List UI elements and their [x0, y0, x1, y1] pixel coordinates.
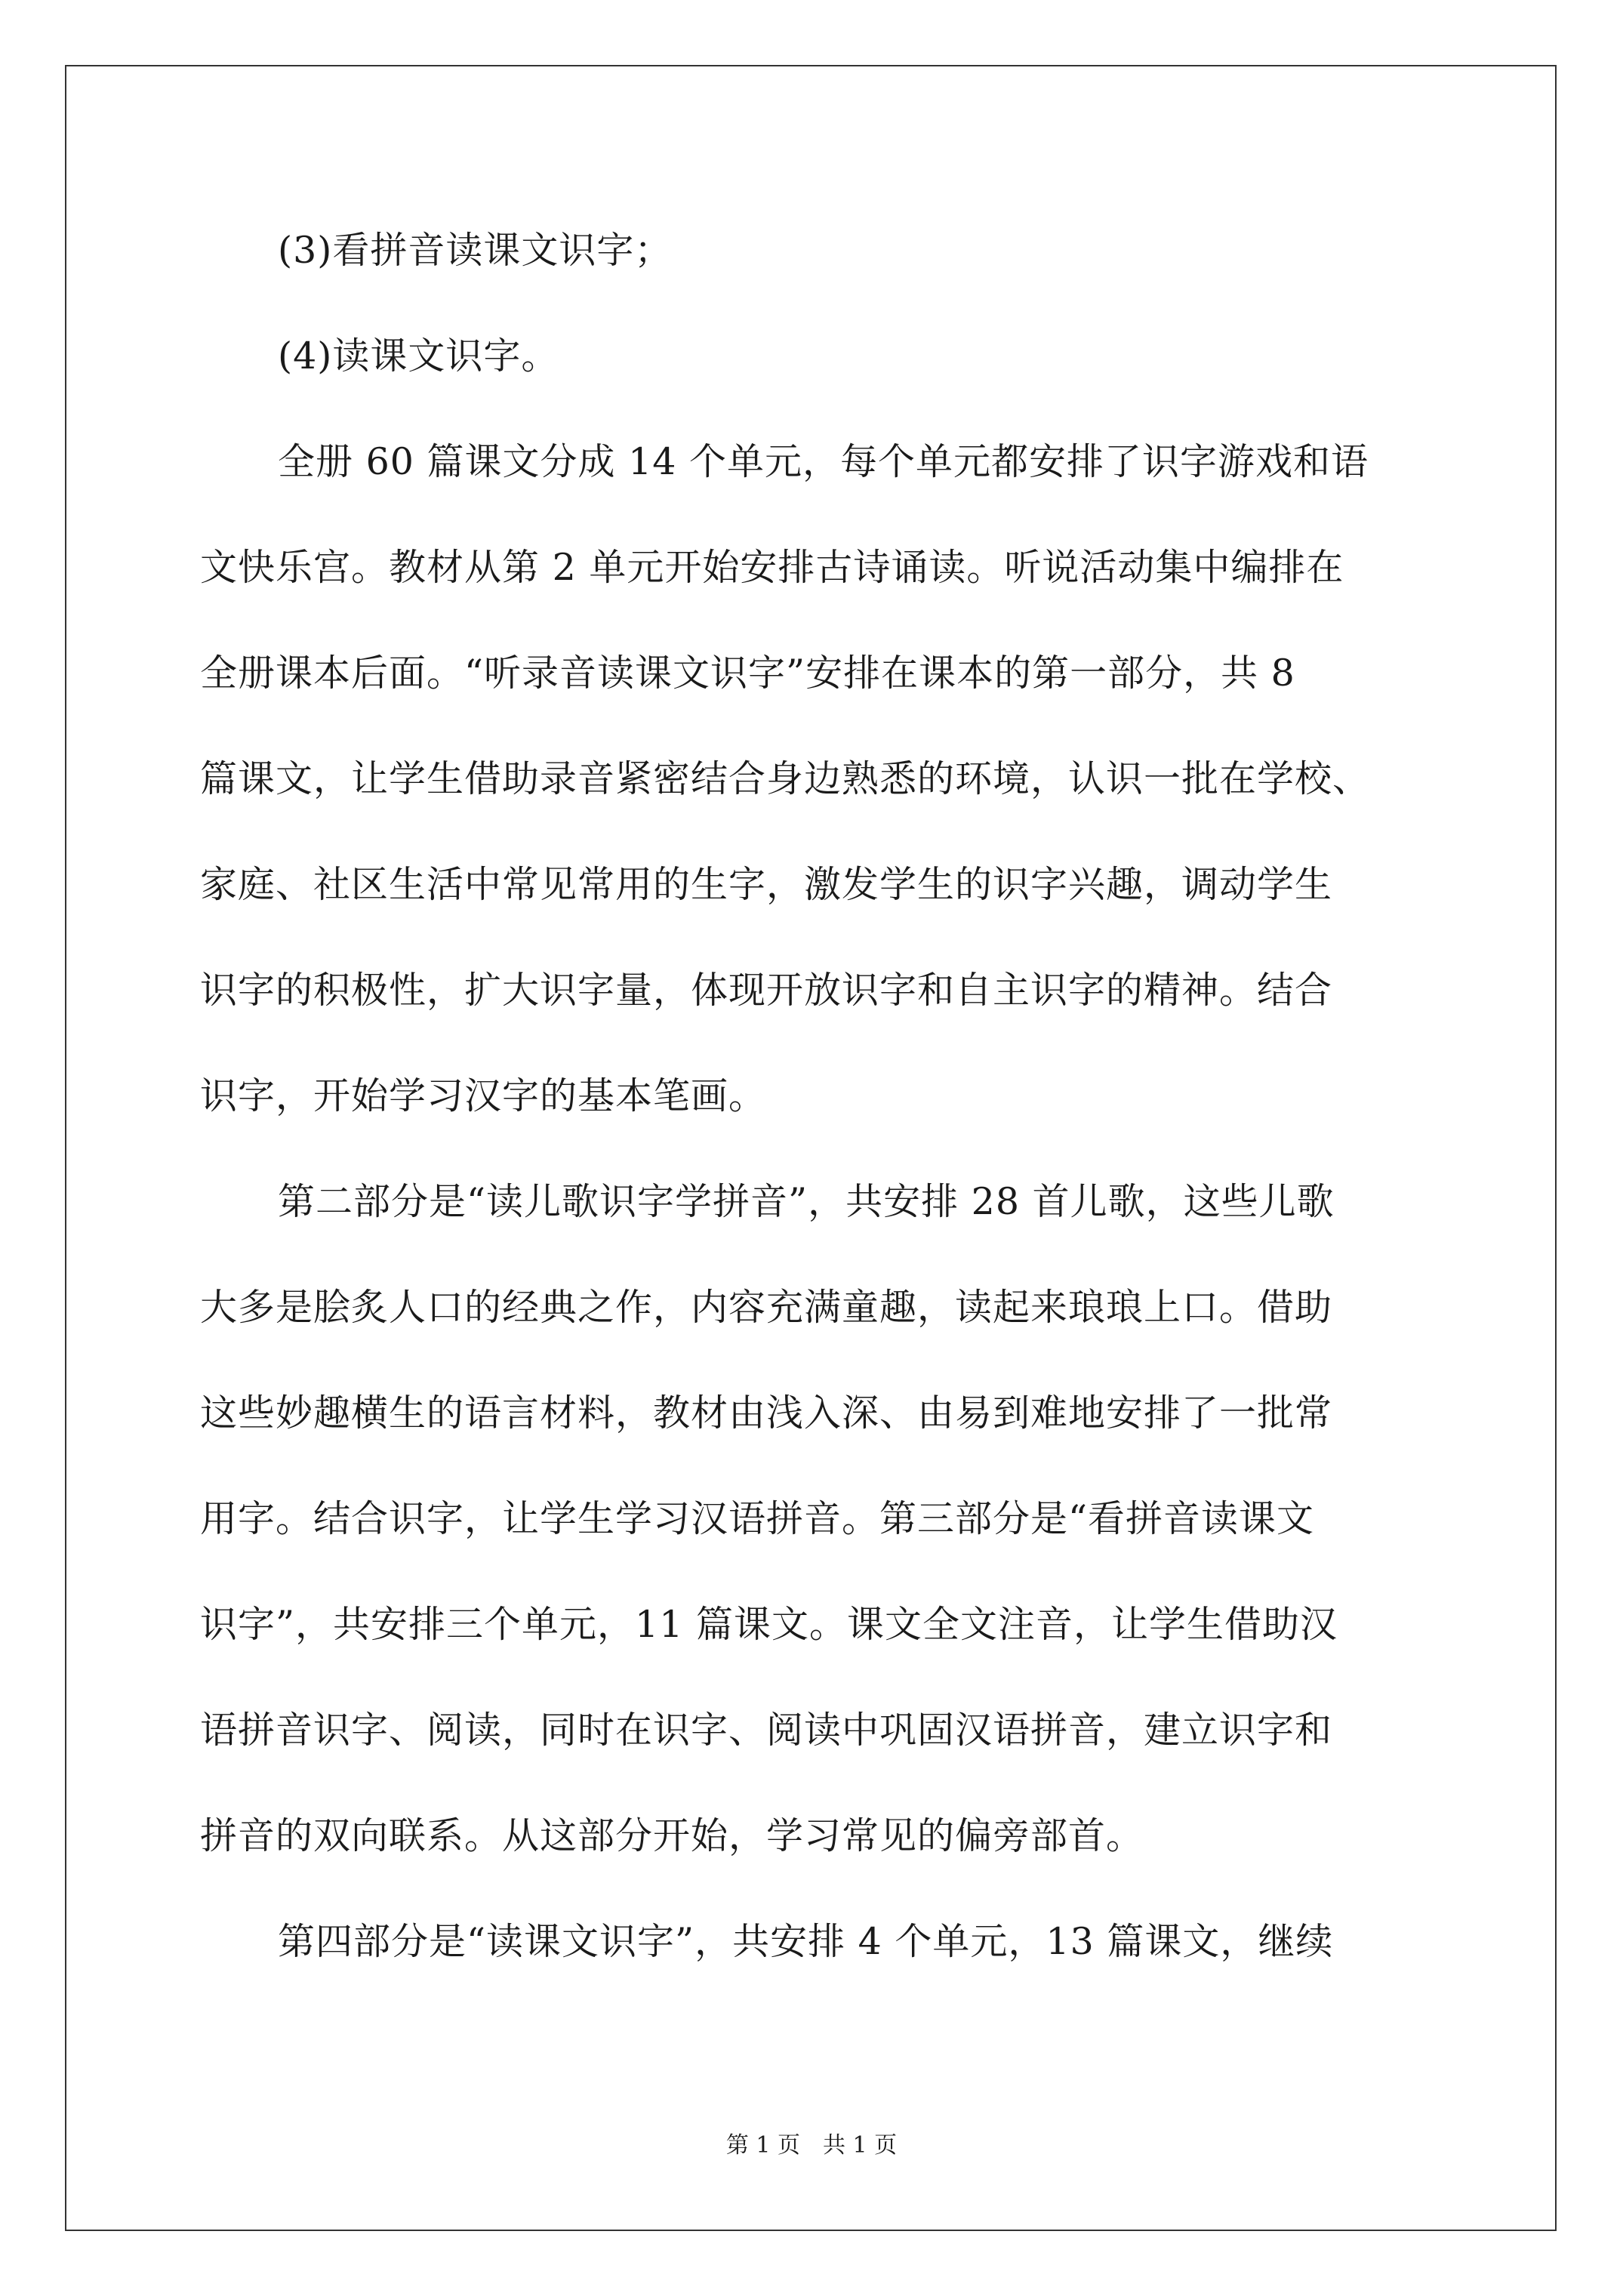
paragraph-line: 识字”，共安排三个单元，11 篇课文。课文全文注音，让学生借助汉 — [200, 1603, 1338, 1646]
paragraph-line: 全册课本后面。“听录音读课文识字”安排在课本的第一部分，共 8 — [200, 652, 1295, 695]
text-line: (4)读课文识字。 — [278, 334, 559, 378]
paragraph-line: 第四部分是“读课文识字”，共安排 4 个单元，13 篇课文，继续 — [278, 1920, 1334, 1963]
paragraph-line: 拼音的双向联系。从这部分开始，学习常见的偏旁部首。 — [200, 1814, 1144, 1857]
paragraph-line: 家庭、社区生活中常见常用的生字，激发学生的识字兴趣，调动学生 — [200, 863, 1333, 906]
text-line: (3)看拼音读课文识字； — [278, 229, 673, 272]
paragraph-line: 第二部分是“读儿歌识字学拼音”，共安排 28 首儿歌，这些儿歌 — [278, 1180, 1335, 1223]
paragraph-line: 语拼音识字、阅读，同时在识字、阅读中巩固汉语拼音，建立识字和 — [200, 1709, 1333, 1752]
paragraph-line: 大多是脍炙人口的经典之作，内容充满童趣，读起来琅琅上口。借助 — [200, 1286, 1333, 1329]
page-footer: 第 1 页 共 1 页 — [725, 2132, 898, 2159]
paragraph-line: 全册 60 篇课文分成 14 个单元，每个单元都安排了识字游戏和语 — [278, 440, 1369, 483]
paragraph-line: 用字。结合识字，让学生学习汉语拼音。第三部分是“看拼音读课文 — [200, 1497, 1315, 1540]
paragraph-line: 文快乐宫。教材从第 2 单元开始安排古诗诵读。听说活动集中编排在 — [200, 546, 1344, 589]
paragraph-line: 识字，开始学习汉字的基本笔画。 — [200, 1074, 767, 1117]
page-border — [65, 65, 1557, 2231]
paragraph-line: 识字的积极性，扩大识字量，体现开放识字和自主识字的精神。结合 — [200, 969, 1333, 1012]
paragraph-line: 这些妙趣横生的语言材料，教材由浅入深、由易到难地安排了一批常 — [200, 1391, 1333, 1435]
paragraph-line: 篇课文，让学生借助录音紧密结合身边熟悉的环境，认识一批在学校、 — [200, 757, 1371, 800]
